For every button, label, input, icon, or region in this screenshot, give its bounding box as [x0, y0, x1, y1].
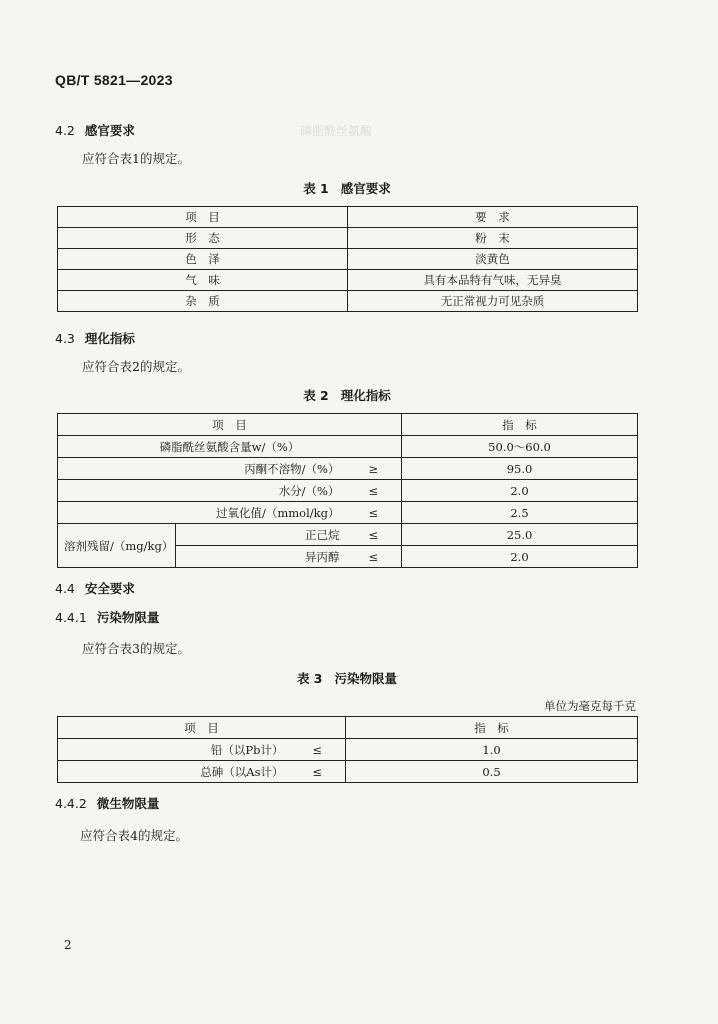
value-cell: 淡黄色 [348, 249, 638, 270]
table-row [58, 524, 638, 546]
section-4-4-1-text: 应符合表3的规定。 [82, 641, 190, 656]
section-title: 感官要求 [84, 123, 135, 138]
table-row [58, 458, 638, 480]
table-row [58, 480, 638, 502]
table-row [58, 249, 638, 270]
item-cell: 水分/（%） [58, 480, 346, 502]
section-number: 4.4 [55, 581, 75, 596]
header-cell: 项 目 [58, 207, 348, 228]
item-cell: 色 泽 [58, 249, 348, 270]
section-4-4-heading [55, 579, 135, 597]
value-cell: 具有本品特有气味，无异臭 [348, 270, 638, 291]
section-number: 4.3 [55, 331, 75, 346]
header-cell: 指 标 [346, 717, 638, 739]
table-row [58, 761, 638, 783]
section-4-3-text: 应符合表2的规定。 [82, 359, 190, 374]
item-cell: 形 态 [58, 228, 348, 249]
table-1-caption [57, 179, 637, 197]
value-cell: 1.0 [346, 739, 638, 761]
section-title: 污染物限量 [96, 610, 160, 625]
table-row [58, 228, 638, 249]
value-cell: 50.0～60.0 [402, 436, 638, 458]
table-3-contaminants [57, 716, 638, 783]
header-cell: 指 标 [402, 414, 638, 436]
table-header-row [58, 717, 638, 739]
value-cell: 2.5 [402, 502, 638, 524]
section-4-2-heading [55, 121, 135, 139]
caption-title: 理化指标 [340, 388, 391, 403]
header-cell: 项 目 [58, 414, 402, 436]
table-header-row [58, 207, 638, 228]
section-title: 微生物限量 [96, 796, 160, 811]
table-row [58, 270, 638, 291]
section-title: 安全要求 [84, 581, 135, 596]
page-number: 2 [64, 938, 72, 952]
comparison-symbol: ≤ [346, 502, 402, 524]
value-cell: 2.0 [402, 480, 638, 502]
value-cell: 25.0 [402, 524, 638, 546]
value-cell: 无正常视力可见杂质 [348, 291, 638, 312]
item-cell: 正己烷 [176, 524, 346, 546]
section-4-3-heading [55, 329, 135, 347]
item-cell: 铅（以Pb计） [58, 739, 290, 761]
section-number: 4.2 [55, 123, 75, 138]
item-cell: 磷脂酰丝氨酸含量w/（%） [58, 436, 402, 458]
section-4-4-2-text: 应符合表4的规定。 [80, 828, 188, 843]
table-row [58, 739, 638, 761]
value-cell: 粉 末 [348, 228, 638, 249]
table-2-physicochemical [57, 413, 638, 568]
comparison-symbol: ≤ [346, 480, 402, 502]
value-cell: 95.0 [402, 458, 638, 480]
table-2-caption [57, 386, 637, 404]
table-1-sensory [57, 206, 638, 312]
comparison-symbol: ≤ [290, 761, 346, 783]
caption-title: 感官要求 [340, 181, 391, 196]
solvent-group-cell: 溶剂残留/（mg/kg） [58, 524, 176, 568]
section-number: 4.4.2 [55, 796, 87, 811]
table-3-caption [57, 669, 637, 687]
item-cell: 过氧化值/（mmol/kg） [58, 502, 346, 524]
section-title: 理化指标 [84, 331, 135, 346]
caption-number: 表 2 [303, 388, 329, 403]
item-cell: 杂 质 [58, 291, 348, 312]
header-cell: 要 求 [348, 207, 638, 228]
section-4-4-1-heading [55, 608, 159, 626]
table-row [58, 291, 638, 312]
comparison-symbol: ≤ [346, 524, 402, 546]
caption-title: 污染物限量 [334, 671, 398, 686]
caption-number: 表 3 [296, 671, 323, 686]
item-cell: 总砷（以As计） [58, 761, 290, 783]
comparison-symbol: ≤ [290, 739, 346, 761]
ghost-text: 磷脂酰丝氨酸 [300, 124, 373, 138]
value-cell: 0.5 [346, 761, 638, 783]
comparison-symbol: ≤ [346, 546, 402, 568]
item-cell: 异丙醇 [176, 546, 346, 568]
table-3-unit: 单位为毫克每千克 [544, 699, 636, 713]
section-number: 4.4.1 [55, 610, 87, 625]
standard-code: QB/T 5821—2023 [55, 72, 173, 88]
caption-number: 表 1 [303, 181, 329, 196]
section-4-2-text: 应符合表1的规定。 [82, 151, 190, 166]
item-cell: 气 味 [58, 270, 348, 291]
value-cell: 2.0 [402, 546, 638, 568]
item-cell: 丙酮不溶物/（%） [58, 458, 346, 480]
table-row [58, 502, 638, 524]
comparison-symbol: ≥ [346, 458, 402, 480]
table-row [58, 436, 638, 458]
header-cell: 项 目 [58, 717, 346, 739]
table-header-row [58, 414, 638, 436]
section-4-4-2-heading [55, 794, 159, 812]
